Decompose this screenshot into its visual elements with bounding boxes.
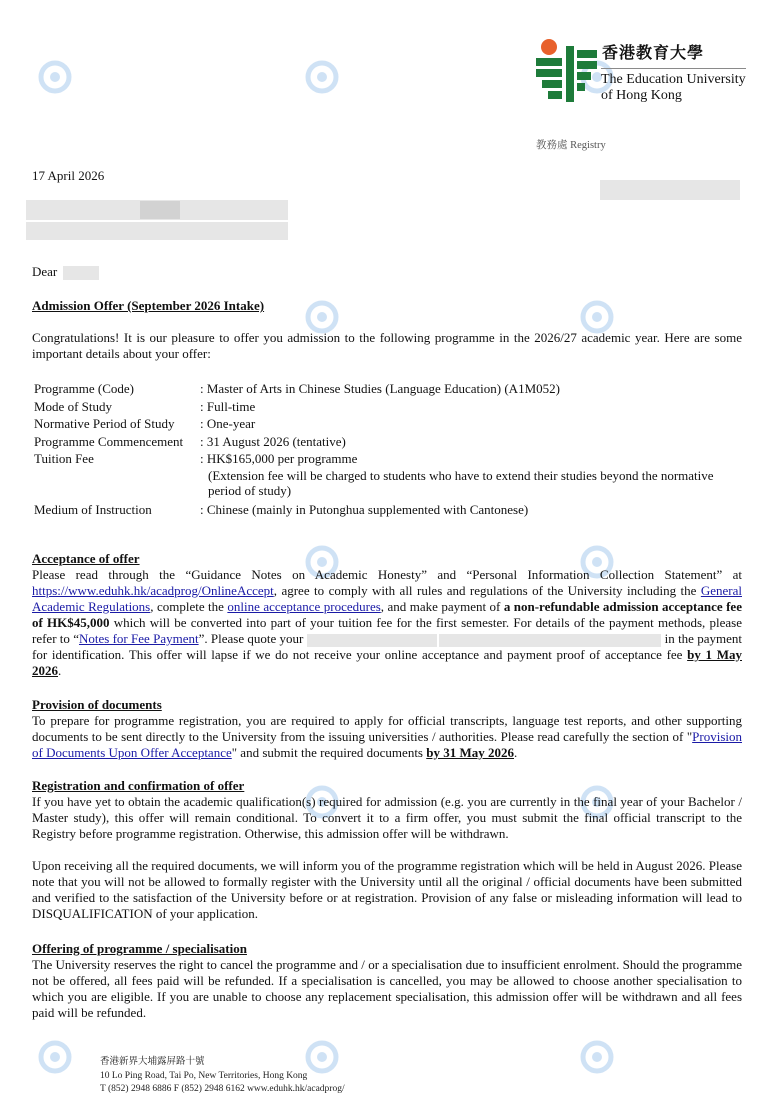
footer-address <box>100 1056 345 1097</box>
online-accept-link[interactable]: https://www.eduhk.hk/acadprog/OnlineAccept <box>32 583 274 598</box>
acceptance-deadline: by 1 May 2026 <box>32 647 742 678</box>
programme-details-table <box>34 380 744 518</box>
footer-address-zh: 香港新界大埔露屏路十號 <box>100 1057 205 1067</box>
details-label: Programme Commencement <box>34 433 184 449</box>
registration-section <box>32 778 742 922</box>
subject-heading: Admission Offer (September 2026 Intake) <box>32 298 265 313</box>
registration-paragraph-2: Upon receiving all the required documents, we will inform you of the programme registration which will be held in August 2026. Please note that you will not be allowed to formally register with the University until all the original / official documents have been submitted and verified to the satisfaction of the University before or at registration. Provision of any false or misleading information will lead to DISQUALIFICATION of your application. <box>32 858 742 921</box>
documents-heading: Provision of documents <box>32 697 162 712</box>
offering-section <box>32 941 742 1021</box>
letter-date: 17 April 2026 <box>32 168 105 183</box>
details-row <box>34 433 744 451</box>
details-label: Medium of Instruction <box>34 501 152 517</box>
watermark-icon <box>38 1040 72 1074</box>
logo-divider <box>601 68 746 69</box>
offering-heading: Offering of programme / specialisation <box>32 941 247 956</box>
offering-paragraph: The University reserves the right to cancel the programme and / or a specialisation due to insufficient enrolment. Should the programme not be offered, all fees paid will be refunded. If a specialisation is cancelled, you may be allowed to choose another specialisation to which you are eligible. If you are unable to choose any replacement specialisation, this admission offer will be withdrawn and all fees paid will be refunded. <box>32 957 742 1020</box>
watermark-icon <box>580 300 614 334</box>
documents-deadline: by 31 May 2026 <box>426 745 514 760</box>
redacted-address <box>26 222 288 240</box>
general-academic-regulations-link[interactable]: General Academic Regulations <box>32 583 742 614</box>
details-value: : One-year <box>200 416 256 431</box>
details-value: : Full-time <box>200 398 256 414</box>
online-acceptance-procedures-link[interactable]: online acceptance procedures <box>227 599 381 614</box>
details-label: Programme (Code) <box>34 381 135 396</box>
watermark-icon <box>38 60 72 94</box>
details-value: : Chinese (mainly in Putonghua supplemented with Cantonese) <box>200 501 529 517</box>
details-row <box>34 380 744 398</box>
details-row <box>34 415 744 433</box>
watermark-icon <box>305 60 339 94</box>
details-row <box>34 398 744 416</box>
details-row <box>34 501 744 519</box>
watermark-icon <box>580 1040 614 1074</box>
details-label <box>34 468 200 501</box>
redacted-reference <box>600 180 740 200</box>
details-value: : Master of Arts in Chinese Studies (Language Education) (A1M052) <box>200 381 560 396</box>
footer-address-en: 10 Lo Ping Road, Tai Po, New Territories, Hong Kong <box>100 1070 308 1081</box>
redacted-applicant-number <box>307 634 437 647</box>
university-name-en-line1: The Education University <box>601 72 746 87</box>
details-row <box>34 450 744 468</box>
details-value: : 31 August 2026 (tentative) <box>200 433 346 449</box>
eduhk-logo-icon <box>534 36 598 104</box>
university-name-en-line2: of Hong Kong <box>601 88 682 103</box>
acceptance-fee: a non-refundable admission acceptance fee of HK$45,000 <box>32 599 742 630</box>
registration-paragraph-1: If you have yet to obtain the academic qualification(s) required for admission (e.g. you are currently in the final year of your Bachelor / Master study), this offer will remain conditional. To convert it to a firm offer, you must submit the final official transcript to the Registry before programme registration. Otherwise, this admission offer will be withdrawn. <box>32 794 742 841</box>
acceptance-section: Acceptance of offer Please read through the “Guidance Notes on Academic Honesty” and “Personal Information Collection Statement” at https://www.eduhk.hk/acadprog/OnlineAccept, agree to comply with all rules and regulations of the University including the General Academic Regulations, complete the online acceptance procedures, and make payment of a non-refundable admission acceptance fee of HK$45,000 which will be converted into part of your tuition fee for the first semester. For details of the payment methods, please refer to “Notes for Fee Payment”. Please quote your in the payment for identification. This offer will lapse if we do not receive your online acceptance and payment proof of acceptance fee by 1 May 2026. <box>32 551 742 678</box>
redacted-applicant-number-line2 <box>439 634 661 647</box>
details-label: Normative Period of Study <box>34 416 175 431</box>
intro-paragraph: Congratulations! It is our pleasure to offer you admission to the following programme in the 2026/27 academic year. Here are some important details about your offer: <box>32 330 742 361</box>
details-value: : HK$165,000 per programme <box>200 451 358 466</box>
footer-contact: T (852) 2948 6886 F (852) 2948 6162 www.eduhk.hk/acadprog/ <box>100 1084 345 1094</box>
redacted-recipient <box>63 266 99 280</box>
registry-label: 教務處 Registry <box>536 140 606 151</box>
salutation: Dear <box>32 264 99 280</box>
redacted-name-part <box>140 201 180 219</box>
notes-for-fee-payment-link[interactable]: Notes for Fee Payment <box>78 631 199 646</box>
documents-section: Provision of documents To prepare for programme registration, you are required to apply for official transcripts, language test reports, and other supporting documents to be sent directly to the University from the issuing universities / authorities. Please read carefully the section of "Provision of Documents Upon Offer Acceptance" and submit the required documents by 31 May 2026. <box>32 697 742 760</box>
university-name-zh: 香港教育大學 <box>602 45 705 62</box>
watermark-icon <box>305 300 339 334</box>
details-label: Tuition Fee <box>34 451 94 466</box>
details-value: (Extension fee will be charged to students who have to extend their studies beyond the normative period of study) <box>208 467 714 498</box>
details-row <box>34 468 744 501</box>
registration-heading: Registration and confirmation of offer <box>32 778 245 793</box>
details-label: Mode of Study <box>34 398 112 414</box>
acceptance-heading: Acceptance of offer <box>32 551 140 566</box>
provision-of-documents-link[interactable]: Provision of Documents Upon Offer Acceptance <box>32 729 742 760</box>
